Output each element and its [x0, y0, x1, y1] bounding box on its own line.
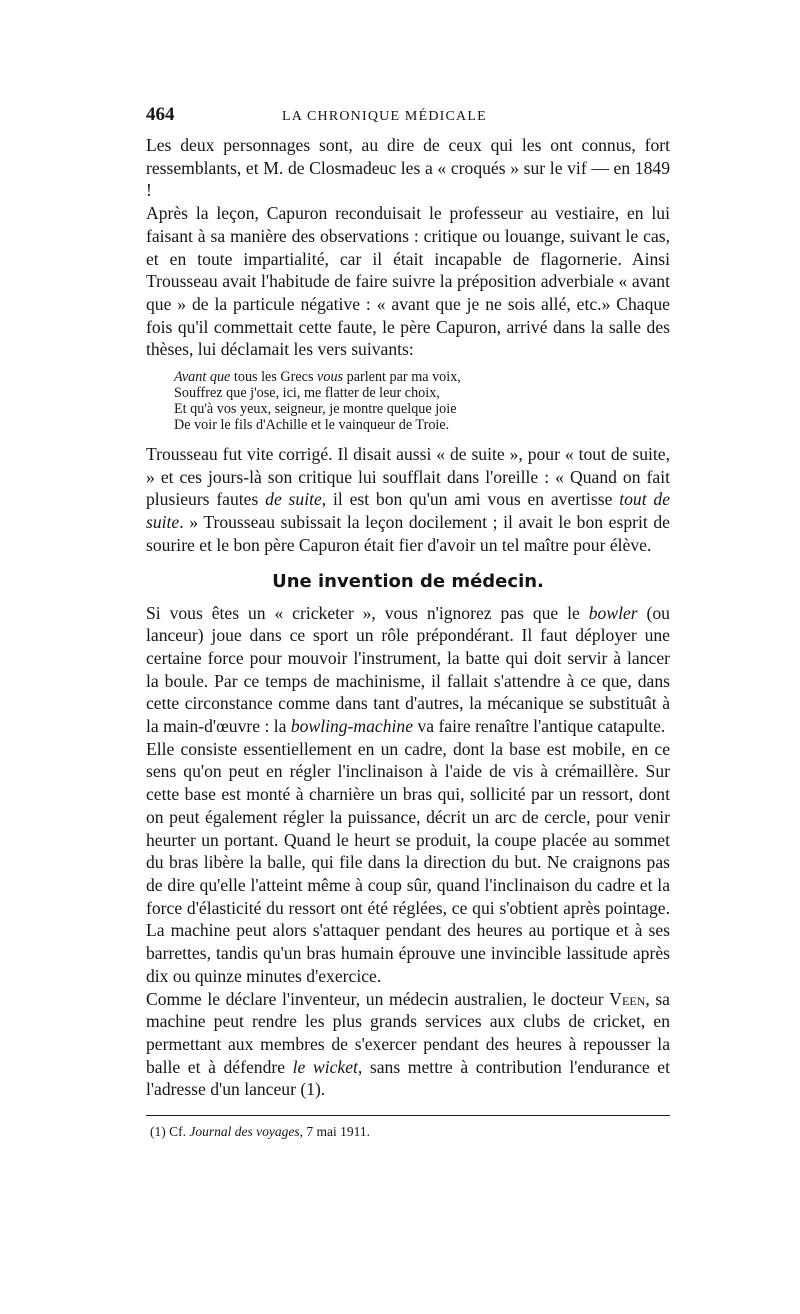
running-title: LA CHRONIQUE MÉDICALE — [282, 109, 487, 124]
paragraph-5: Elle consiste essentiellement en un cadre, dont la base est mobile, en ce sens qu'on peut en régler l'inclinaison à l'aide de vis à crémaillère. Sur cette base est monté à charnière un bras qui, sollicité par un ressort, dont on peut également régler la puissance, décrit un arc de cercle, pour venir heurter un portant. Quand le heurt se produit, la coupe placée au sommet du bras libère la balle, qui file dans la direction du but. Ne craignons pas de dire qu'elle l'atteint même à coup sûr, quand l'inclinaison du cadre et la force d'élasticité du ressort ont été réglées, ce qui s'obtient après pointage. La machine peut alors s'attaquer pendant des heures au portique et à ses barrettes, tandis qu'un bras humain éprouve une invincible lassitude après dix ou quinze minutes d'exercice. — [146, 738, 670, 986]
verse-line-3: Et qu'à vos yeux, seigneur, je montre quelque joie — [174, 401, 457, 418]
paragraph-2: Après la leçon, Capuron reconduisait le professeur au vestiaire, en lui faisant à sa manière des observations : critique ou louange, suivant le cas, et en toute impartialité, car il était incapable de flagornerie. Ainsi Trousseau avait l'habitude de faire suivre la préposition adverbiale « avant que » de la particule négative : « avant que je ne sois allé, etc.» Chaque fois qu'il commettait cette faute, le père Capuron, arrivé dans la salle des thèses, lui déclamait les vers suivants: — [146, 203, 670, 360]
paragraph-3: Trousseau fut vite corrigé. Il disait aussi « de suite », pour « tout de suite, » et ces jours-là son critique lui soufflait dans l'oreille : « Quand on fait plusieurs fautes de suite, il est bon qu'un ami vous en avertisse tout de suite. » Trousseau subissait la leçon docilement ; il avait le bon esprit de sourire et le bon père Capuron était fier d'avoir un tel maître pour élève. — [146, 444, 671, 555]
page-header — [146, 104, 670, 134]
paragraph-1: Les deux personnages sont, au dire de ceux qui les ont connus, fort ressemblants, et M. de Closmadeuc les a « croqués » sur le vif — en 1849 ! — [146, 135, 670, 201]
verse-line-2: Souffrez que j'ose, ici, me flatter de leur choix, — [174, 385, 440, 402]
verse-quote — [174, 369, 670, 433]
page — [146, 104, 670, 1140]
paragraph-4: Si vous êtes un « cricketer », vous n'ignorez pas que le bowler (ou lanceur) joue dans ce sport un rôle prépondérant. Il faut déployer une certaine force pour mouvoir l'instrument, la batte qui doit servir à lancer la boule. Par ce temps de machinisme, il fallait s'attendre à ce que, dans cette circonstance comme dans tant d'autres, la mécanique se substituât à la main-d'œuvre : la bowling-machine va faire renaître l'antique catapulte. — [146, 602, 670, 737]
footnote-divider — [146, 1115, 670, 1116]
page-number: 464 — [146, 104, 175, 125]
section-title: Une invention de médecin. — [272, 570, 544, 592]
verse-line-4: De voir le fils d'Achille et le vainqueur de Troie. — [174, 417, 450, 434]
paragraph-6: Comme le déclare l'inventeur, un médecin australien, le docteur Veen, sa machine peut rendre les plus grands services aux clubs de cricket, en permettant aux membres de s'exercer pendant des heures à repousser la balle et à défendre le wicket, sans mettre à contribution l'endurance et l'adresse d'un lanceur (1). — [146, 988, 670, 1100]
footnote: (1) Cf. Journal des voyages, 7 mai 1911. — [150, 1124, 370, 1140]
verse-line-1: Avant que tous les Grecs vous parlent par ma voix, — [174, 369, 461, 386]
